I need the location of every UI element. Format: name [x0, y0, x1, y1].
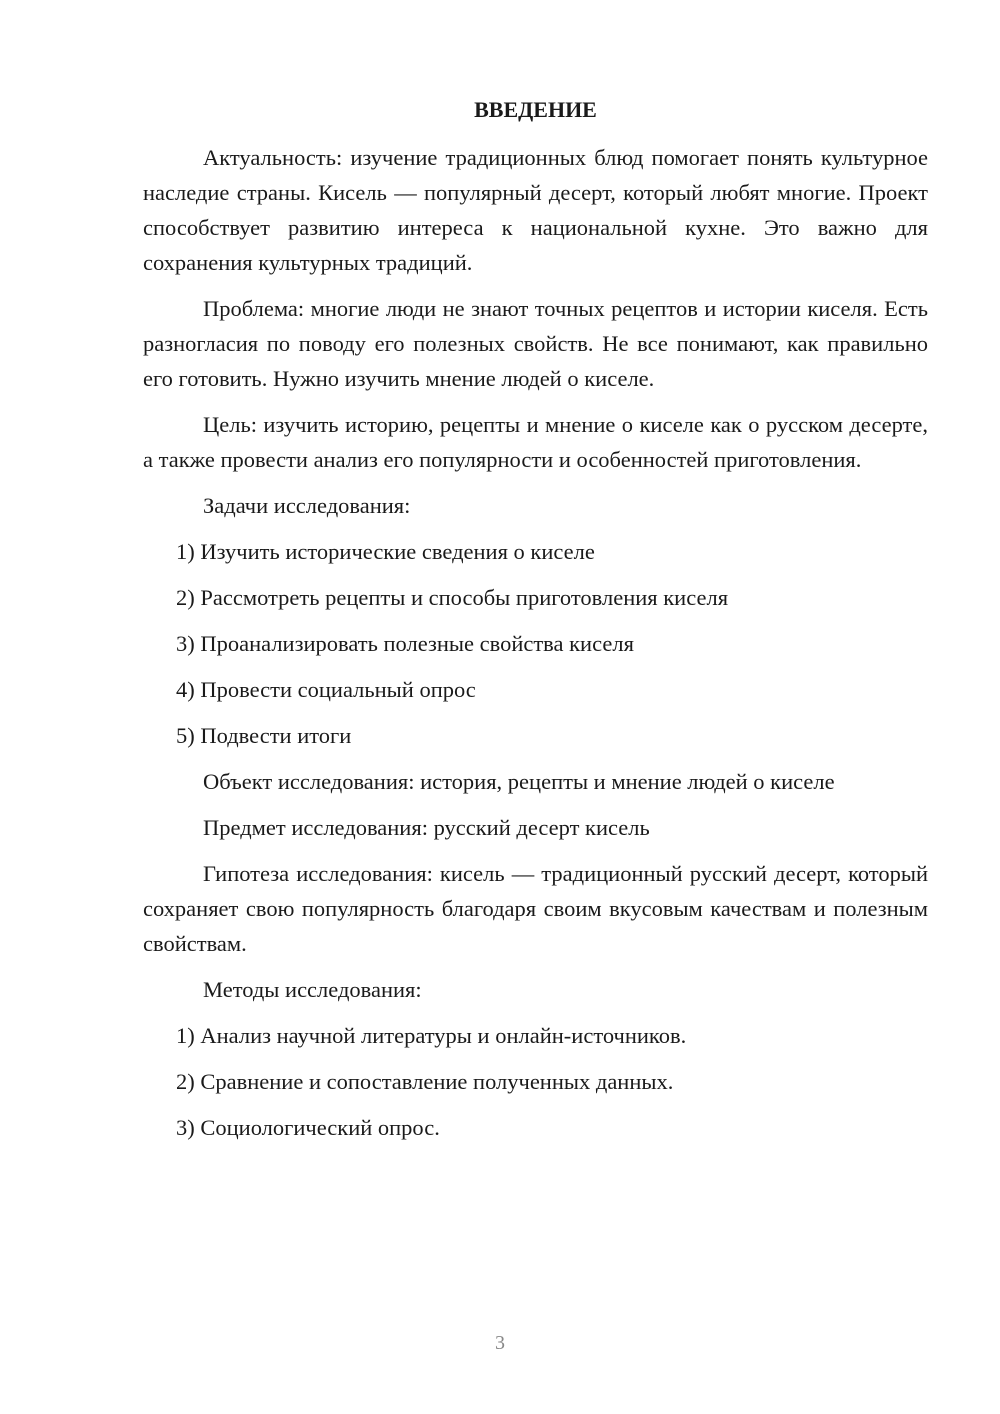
list-item: 1) Изучить исторические сведения о киселе: [176, 539, 595, 564]
problem-paragraph: Проблема: многие люди не знают точных рецептов и истории киселя. Есть разногласия по поводу его полезных свойств. Не все понимают, как правильно его готовить. Нужно изучить мнение людей о киселе.: [143, 296, 928, 391]
list-item: 1) Анализ научной литературы и онлайн-источников.: [176, 1023, 687, 1048]
list-item: 2) Сравнение и сопоставление полученных данных.: [176, 1069, 674, 1094]
relevance-paragraph: Актуальность: изучение традиционных блюд помогает понять культурное наследие страны. Кисель — популярный десерт, который любят многие. Проект способствует развитию интереса к национальной кухне. Это важно для сохранения культурных традиций.: [143, 145, 928, 275]
methods-list: [143, 1018, 928, 1145]
page-title: ВВЕДЕНИЕ: [474, 97, 597, 122]
tasks-heading: Задачи исследования:: [203, 493, 411, 518]
list-item: 4) Провести социальный опрос: [176, 677, 476, 702]
list-item: 2) Рассмотреть рецепты и способы приготовления киселя: [176, 585, 729, 610]
research-subject: Предмет исследования: русский десерт кисель: [203, 815, 650, 840]
list-item: 3) Проанализировать полезные свойства киселя: [176, 631, 634, 656]
list-item: 3) Социологический опрос.: [176, 1115, 440, 1140]
page-content: [143, 94, 928, 1156]
hypothesis-paragraph: Гипотеза исследования: кисель — традиционный русский десерт, который сохраняет свою популярность благодаря своим вкусовым качествам и полезным свойствам.: [143, 861, 928, 956]
methods-heading: Методы исследования:: [203, 977, 422, 1002]
research-object: Объект исследования: история, рецепты и мнение людей о киселе: [203, 769, 835, 794]
tasks-list: [143, 534, 928, 753]
page-number: 3: [495, 1332, 505, 1354]
goal-paragraph: Цель: изучить историю, рецепты и мнение о киселе как о русском десерте, а также провести анализ его популярности и особенностей приготовления.: [143, 412, 928, 472]
list-item: 5) Подвести итоги: [176, 723, 352, 748]
